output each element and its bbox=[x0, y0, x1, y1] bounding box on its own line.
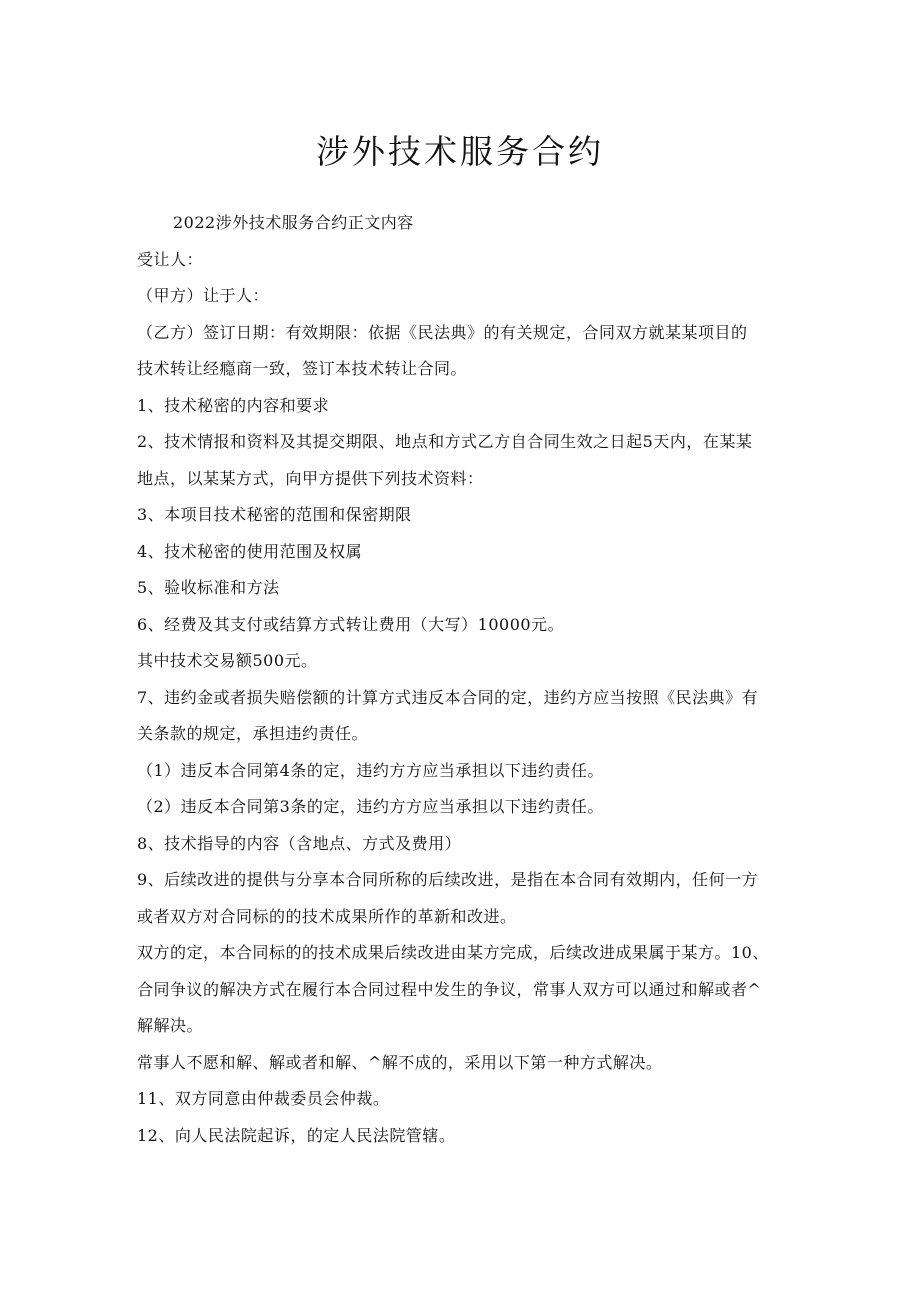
clause-line: 双方的定，本合同标的的技术成果后续改进由某方完成，后续改进成果属于某方。10、 bbox=[137, 943, 769, 962]
document-title: 涉外技术服务合约 bbox=[316, 132, 604, 171]
clause-line: 2、技术情报和资料及其提交期限、地点和方式乙方自合同生效之日起5天内，在某某 bbox=[137, 432, 753, 451]
clause-line: 3、本项目技术秘密的范围和保密期限 bbox=[137, 505, 412, 524]
clause-line: 1、技术秘密的内容和要求 bbox=[137, 395, 330, 415]
paragraph-line: （甲方）让于人： bbox=[137, 286, 270, 305]
clause-line: 其中技术交易额500元。 bbox=[137, 651, 318, 670]
clause-line: 7、违约金或者损失赔偿额的计算方式违反本合同的定，违约方应当按照《民法典》有 bbox=[137, 687, 759, 707]
document-body bbox=[137, 205, 797, 1154]
clause-line: 或者双方对合同标的的技术成果所作的革新和改进。 bbox=[137, 906, 517, 926]
clause-line: 5、验收标准和方法 bbox=[137, 578, 280, 597]
clause-line: （2）违反本合同第3条的定，违约方方应当承担以下违约责任。 bbox=[137, 797, 604, 816]
paragraph-line: 技术转让经瘾商一致，签订本技术转让合同。 bbox=[137, 359, 468, 378]
clause-line: 9、后续改进的提供与分享本合同所称的后续改进，是指在本合同有效期内，任何一方 bbox=[137, 870, 759, 889]
clause-line: 11、双方同意由仲裁委员会仲裁。 bbox=[137, 1089, 390, 1108]
subtitle-line: 2022涉外技术服务合约正文内容 bbox=[173, 213, 414, 232]
clause-line: 8、技术指导的内容（含地点、方式及费用） bbox=[137, 833, 462, 853]
clause-line: 4、技术秘密的使用范围及权属 bbox=[137, 541, 363, 561]
clause-line: 6、经费及其支付或结算方式转让费用（大写）10000元。 bbox=[137, 614, 565, 634]
paragraph-line: 受让人： bbox=[137, 249, 204, 269]
clause-line: 常事人不愿和解、解或者和解、^解不成的，采用以下第一种方式解决。 bbox=[137, 1052, 663, 1072]
clause-line: 关条款的规定，承担违约责任。 bbox=[137, 724, 369, 743]
paragraph-line: （乙方）签订日期：有效期限：依据《民法典》的有关规定，合同双方就某某项目的 bbox=[137, 322, 748, 342]
clause-line: 解解决。 bbox=[137, 1016, 204, 1035]
clause-line: 12、向人民法院起诉，的定人民法院管辖。 bbox=[137, 1125, 456, 1145]
clause-line: （1）违反本合同第4条的定，违约方方应当承担以下违约责任。 bbox=[137, 760, 604, 780]
clause-line: 地点，以某某方式，向甲方提供下列技术资料： bbox=[137, 468, 484, 488]
clause-line: 合同争议的解决方式在履行本合同过程中发生的争议，常事人双方可以通过和解或者^ bbox=[137, 979, 762, 999]
